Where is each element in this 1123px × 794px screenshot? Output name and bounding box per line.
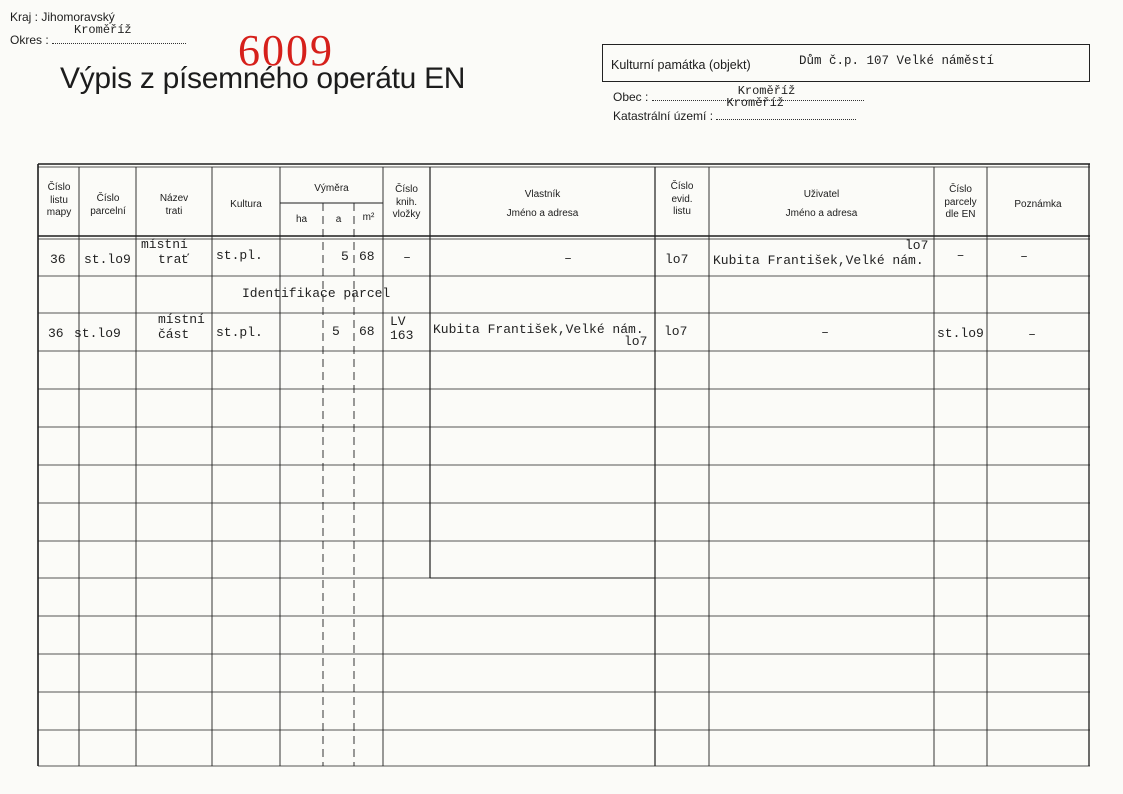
row2-vlozka-2: 163 xyxy=(390,328,414,343)
header-vlastnik: Vlastník Jméno a adresa xyxy=(506,189,579,219)
row1-parcela: st.lo9 xyxy=(84,252,131,267)
row2-vlozka-1: LV xyxy=(390,314,406,329)
kraj-value: Jihomoravský xyxy=(41,10,115,24)
header-cislo-parcely-dle-en: Číslo parcely dle EN xyxy=(944,184,977,220)
row1-uzivatel-cp: lo7 xyxy=(905,238,929,253)
header-vymera: Výměra xyxy=(314,183,349,194)
header-nazev-trati: Název trati xyxy=(159,193,189,217)
header-kultura: Kultura xyxy=(230,199,262,210)
row1-kultura: st.pl. xyxy=(216,248,263,263)
row2-poznamka: – xyxy=(1028,327,1036,342)
header-a: a xyxy=(335,214,342,225)
row2-a: 5 xyxy=(332,324,340,339)
stamp-number: 6009 xyxy=(238,26,334,75)
row1-vlozka: – xyxy=(403,250,411,265)
row2-trat-2: část xyxy=(158,327,190,342)
row1-a: 5 xyxy=(341,249,349,264)
row1-trat-2: trať xyxy=(158,252,190,267)
row1-evid: lo7 xyxy=(665,252,689,267)
header-ha: ha xyxy=(295,214,308,225)
header-cislo-evid-listu: Číslo evid. listu xyxy=(670,181,694,217)
header-cislo-parcelni: Číslo parcelní xyxy=(90,193,126,217)
row1-list: 36 xyxy=(50,252,66,267)
header-cislo-listu-mapy: Číslo listu mapy xyxy=(46,182,72,218)
row2-uzivatel: – xyxy=(821,325,829,340)
okres-value: Kroměříž xyxy=(74,23,132,37)
document-title: Výpis z písemného operátu EN xyxy=(60,62,466,95)
obec-value: Kroměříž xyxy=(737,84,796,98)
monument-label: Kulturní památka (objekt) xyxy=(611,58,751,72)
row2-m2: 68 xyxy=(359,324,375,339)
row2-evid: lo7 xyxy=(664,324,688,339)
header-cislo-knih-vlozky: Číslo knih. vložky xyxy=(392,184,421,220)
katastr-label: Katastrální území : xyxy=(613,109,714,123)
katastr-value: Kroměříž xyxy=(726,96,784,110)
row1-parcela-en: – xyxy=(956,248,965,263)
row2-parcela-en: st.lo9 xyxy=(937,326,984,341)
okres-label: Okres : xyxy=(10,33,49,47)
row2-vlastnik: Kubita František,Velké nám. xyxy=(433,322,644,337)
row2-kultura: st.pl. xyxy=(216,325,263,340)
identifikace-parcel: Identifikace parcel xyxy=(242,286,391,301)
header-m2: m² xyxy=(362,212,375,223)
row1-poznamka: – xyxy=(1020,249,1028,264)
row2-vlastnik-cp: lo7 xyxy=(624,334,648,349)
row2-parcela: st.lo9 xyxy=(74,326,121,341)
row1-uzivatel: Kubita František,Velké nám. xyxy=(713,253,924,268)
row2-list: 36 xyxy=(48,326,64,341)
header-poznamka: Poznámka xyxy=(1014,199,1062,210)
row1-vlastnik: – xyxy=(564,251,572,266)
row2-trat-1: místní xyxy=(158,312,205,327)
row1-trat-1: místní xyxy=(141,237,188,252)
monument-value: Dům č.p. 107 Velké náměstí xyxy=(799,54,995,68)
kraj-label: Kraj : xyxy=(10,10,39,24)
header-uzivatel: Uživatel Jméno a adresa xyxy=(785,189,858,219)
obec-label: Obec : xyxy=(613,90,649,104)
row1-m2: 68 xyxy=(359,249,375,264)
